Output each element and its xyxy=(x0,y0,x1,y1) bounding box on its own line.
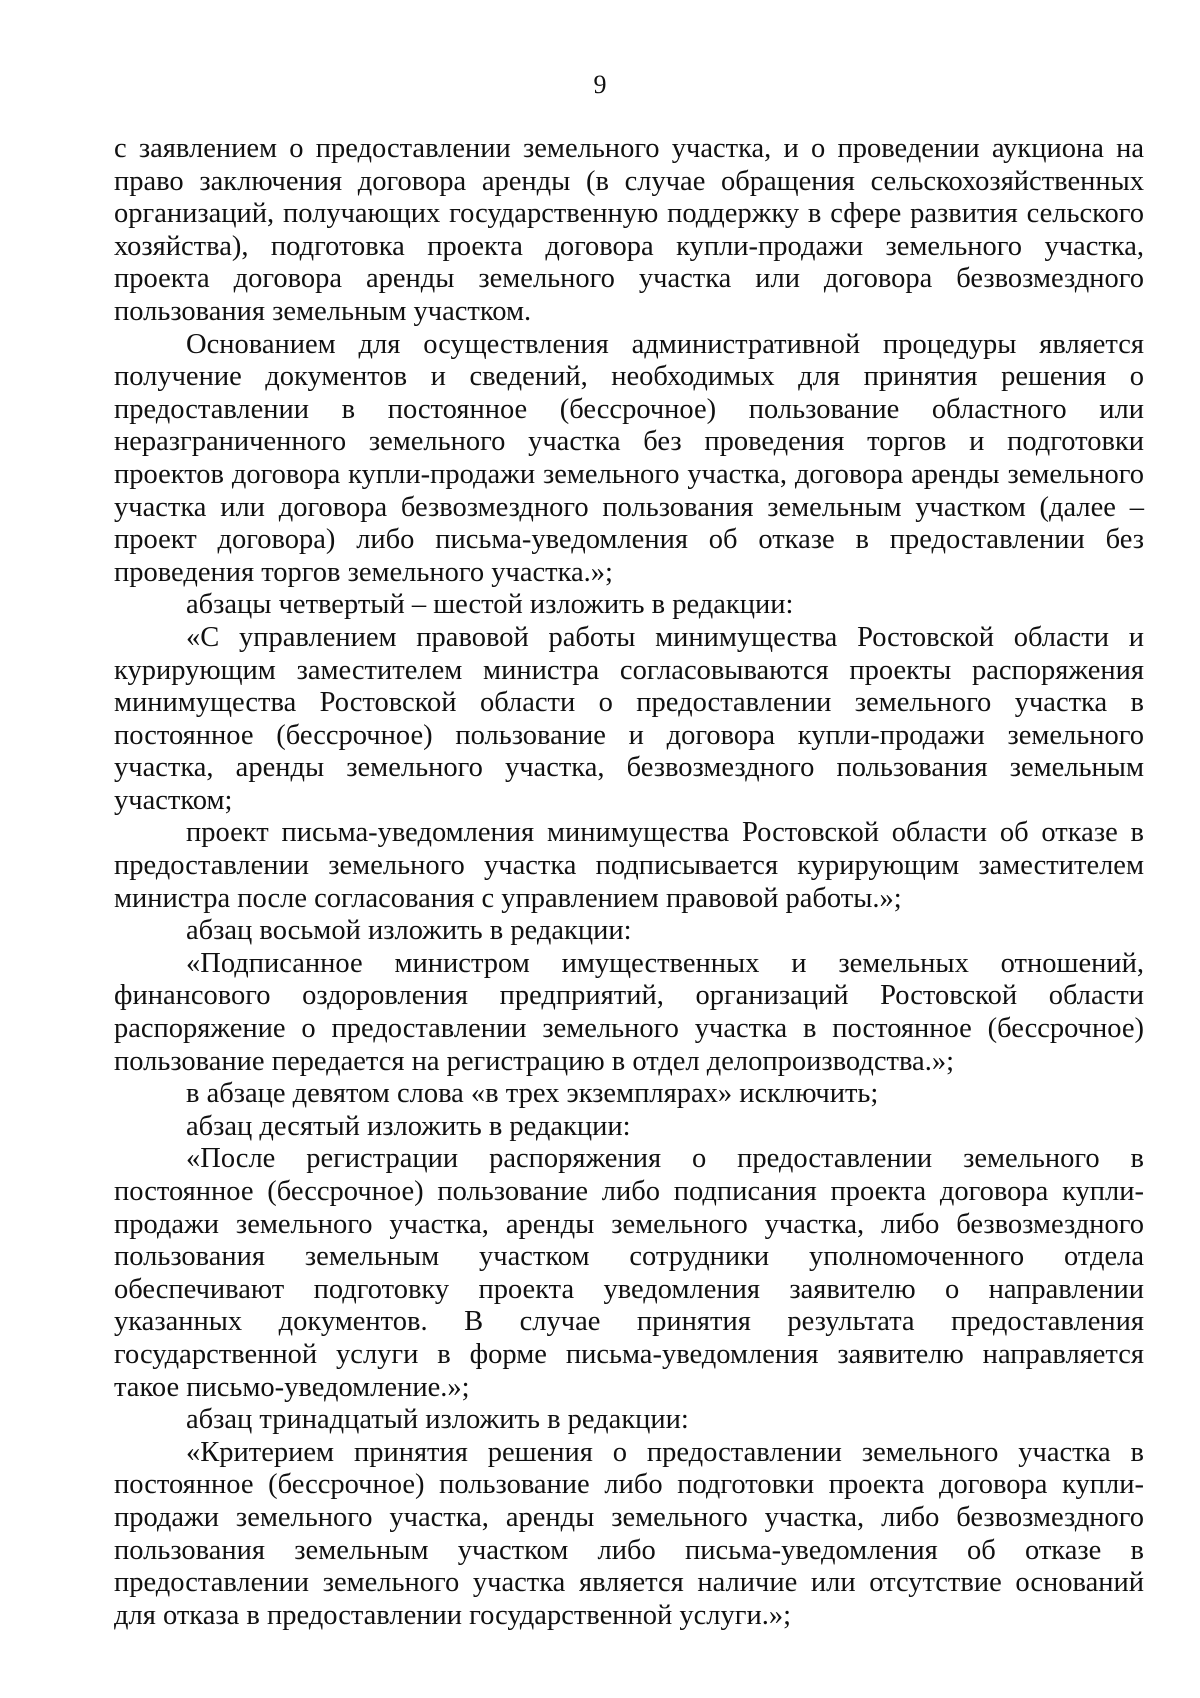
paragraph-quote-refusal-letter: проект письма-уведомления минимущества Ростовской области об отказе в предоставлении земельного участка подписывается курирующим заместителем министра после согласования с управлением правовой работы.»; xyxy=(114,817,1144,914)
paragraph-quote-after-registration: «После регистрации распоряжения о предоставлении земельного в постоянное (бессрочное) пользование либо подписания проекта договора купли-продажи земельного участка, аренды земельного участка, либо безвозмездного пользования земельным участком сотрудники уполномоченного отдела обеспечивают подготовку проекта уведомления заявителю о направлении указанных документов. В случае принятия результата предоставления государственной услуги в форме письма-уведомления заявителю направляется такое письмо-уведомление.»; xyxy=(114,1143,1144,1403)
page-number: 9 xyxy=(593,70,607,99)
paragraph-amendment-9: в абзаце девятом слова «в трех экземплярах» исключить; xyxy=(186,1078,879,1110)
paragraph-amendment-8: абзац восьмой изложить в редакции: xyxy=(186,915,632,947)
paragraph-continuation: с заявлением о предоставлении земельного участка, и о проведении аукциона на право заключения договора аренды (в случае обращения сельскохозяйственных организаций, получающих государственную поддержку в сфере развития сельского хозяйства), подготовка проекта договора купли-продажи земельного участка, проекта договора аренды земельного участка или договора безвозмездного пользования земельным участком. xyxy=(114,133,1144,327)
paragraph-amendment-10: абзац десятый изложить в редакции: xyxy=(186,1110,631,1142)
paragraph-quote-criterion: «Критерием принятия решения о предоставлении земельного участка в постоянное (бессрочное) пользование либо подготовки проекта договора купли-продажи земельного участка, аренды земельного участка, либо безвозмездного пользования земельным участком либо письма-уведомления об отказе в предоставлении земельного участка является наличие или отсутствие оснований для отказа в предоставлении государственной услуги.»; xyxy=(114,1436,1144,1631)
document-body xyxy=(114,133,1144,1632)
paragraph-amendment-4-6: абзацы четвертый – шестой изложить в редакции: xyxy=(186,589,794,621)
paragraph-amendment-13: абзац тринадцатый изложить в редакции: xyxy=(186,1404,689,1436)
paragraph-quote-signed-order: «Подписанное министром имущественных и земельных отношений, финансового оздоровления предприятий, организаций Ростовской области распоряжение о предоставлении земельного участка в постоянное (бессрочное) пользование передается на регистрацию в отдел делопроизводства.»; xyxy=(114,947,1144,1077)
paragraph-basis: Основанием для осуществления административной процедуры является получение документов и сведений, необходимых для принятия решения о предоставлении в постоянное (бессрочное) пользование областного или неразграниченного земельного участка без проведения торгов и подготовки проектов договора купли-продажи земельного участка, договора аренды земельного участка или договора безвозмездного пользования земельным участком (далее – проект договора) либо письма-уведомления об отказе в предоставлении без проведения торгов земельного участка.»; xyxy=(114,328,1144,588)
paragraph-quote-approval: «С управлением правовой работы минимущества Ростовской области и курирующим заместителем министра согласовываются проекты распоряжения минимущества Ростовской области о предоставлении земельного участка в постоянное (бессрочное) пользование и договора купли-продажи земельного участка, аренды земельного участка, безвозмездного пользования земельным участком; xyxy=(114,621,1144,816)
